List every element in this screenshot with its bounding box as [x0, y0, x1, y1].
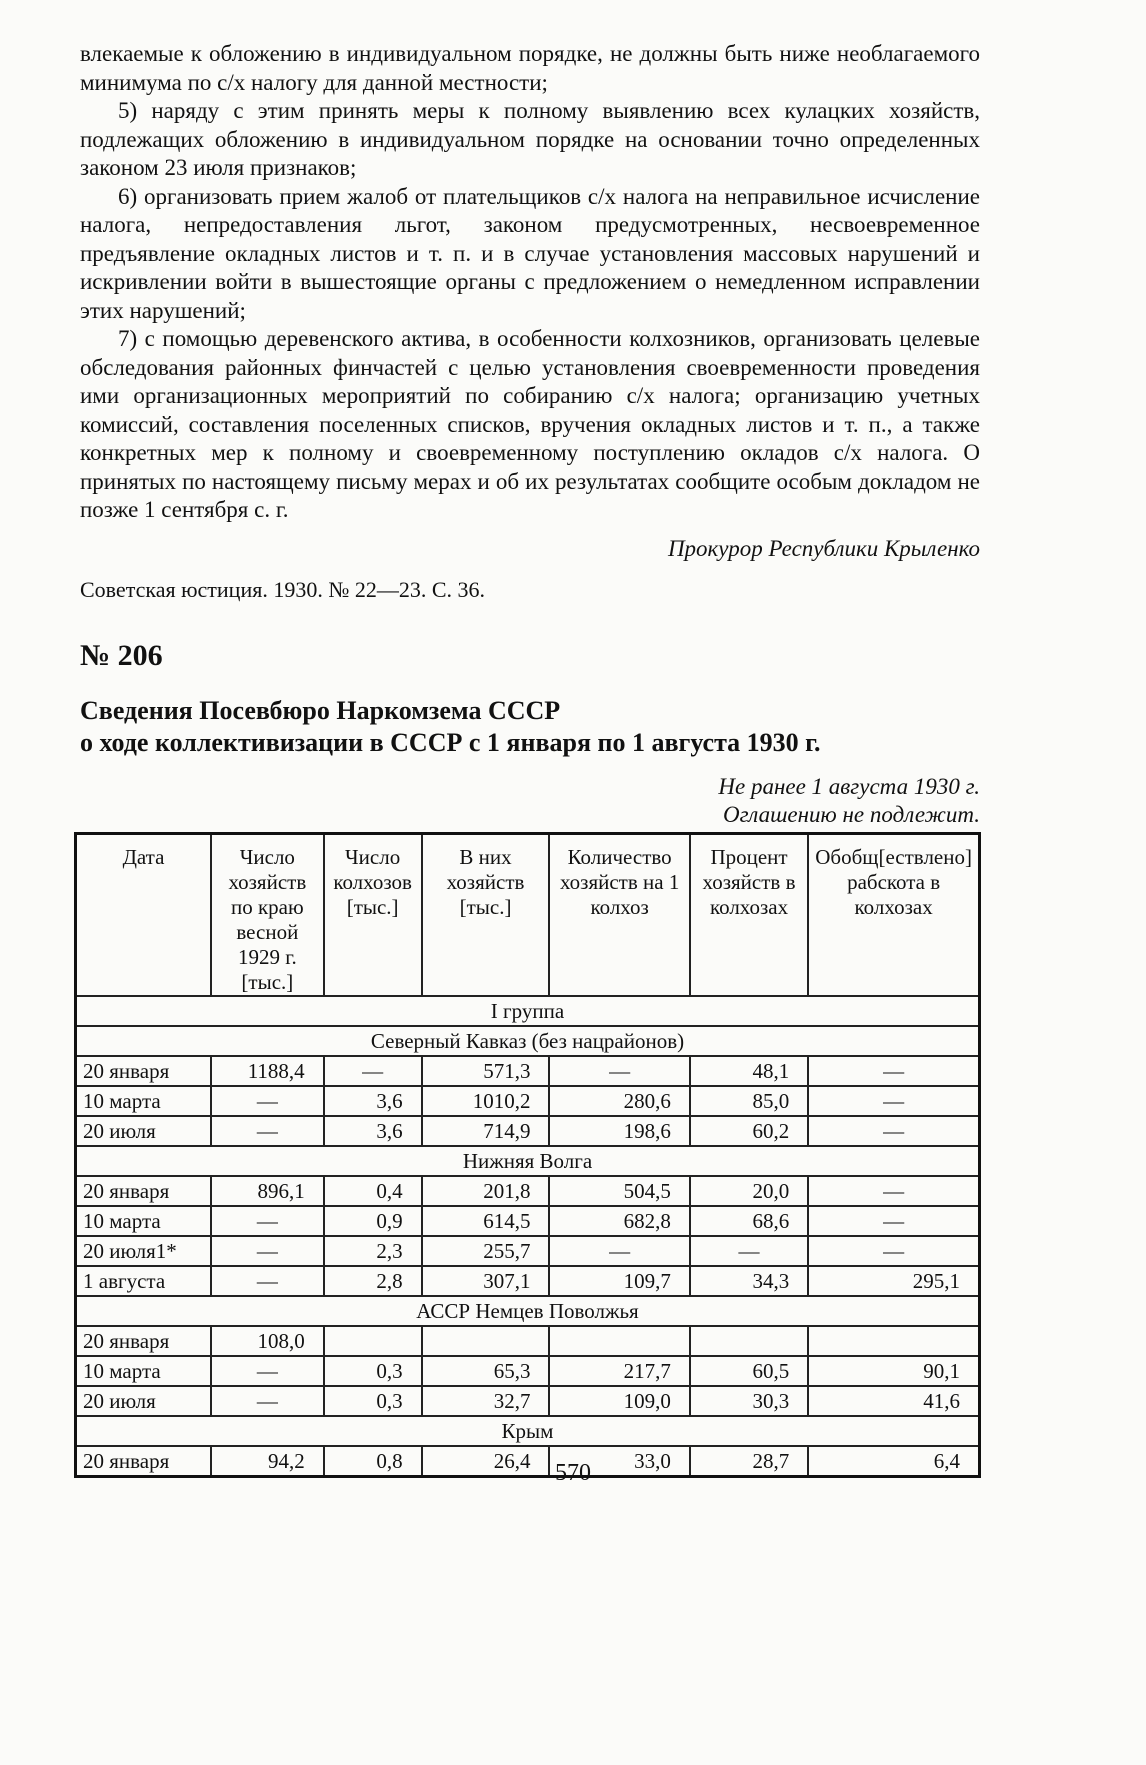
column-header: Число колхозов [тыс.]: [324, 834, 422, 997]
date-cell: 20 января: [76, 1176, 212, 1206]
value-cell: 0,8: [324, 1446, 422, 1477]
value-cell: 30,3: [690, 1386, 808, 1416]
date-cell: 10 марта: [76, 1086, 212, 1116]
value-cell: 714,9: [422, 1116, 550, 1146]
document-title: Сведения Посевбюро Наркомзема СССР: [80, 695, 561, 725]
value-cell: 94,2: [211, 1446, 324, 1477]
value-cell: 682,8: [549, 1206, 689, 1236]
value-cell: 307,1: [422, 1266, 550, 1296]
date-cell: 20 января: [76, 1446, 212, 1477]
value-cell: 0,3: [324, 1386, 422, 1416]
value-cell: 28,7: [690, 1446, 808, 1477]
value-cell: 85,0: [690, 1086, 808, 1116]
table-row: [76, 1206, 980, 1236]
value-cell: —: [211, 1356, 324, 1386]
date-cell: 20 июля: [76, 1386, 212, 1416]
value-cell: [690, 1326, 808, 1356]
table-row: [76, 1236, 980, 1266]
value-cell: 614,5: [422, 1206, 550, 1236]
source-citation: Советская юстиция. 1930. № 22—23. С. 36.: [80, 576, 486, 602]
value-cell: 255,7: [422, 1236, 550, 1266]
value-cell: —: [549, 1236, 689, 1266]
collectivization-table: [74, 832, 981, 1478]
value-cell: 26,4: [422, 1446, 550, 1477]
secrecy-note: Оглашению не подлежит.: [722, 801, 980, 827]
date-cell: 20 июля1*: [76, 1236, 212, 1266]
value-cell: 2,8: [324, 1266, 422, 1296]
value-cell: 571,3: [422, 1056, 550, 1086]
value-cell: 3,6: [324, 1086, 422, 1116]
value-cell: 201,8: [422, 1176, 550, 1206]
region-row: АССР Немцев Поволжья: [76, 1296, 980, 1326]
value-cell: 68,6: [690, 1206, 808, 1236]
table-row: [76, 1086, 980, 1116]
table-row: [76, 1116, 980, 1146]
value-cell: 34,3: [690, 1266, 808, 1296]
date-cell: 10 марта: [76, 1356, 212, 1386]
value-cell: 60,5: [690, 1356, 808, 1386]
value-cell: 41,6: [808, 1386, 979, 1416]
table-row: [76, 1386, 980, 1416]
value-cell: 3,6: [324, 1116, 422, 1146]
value-cell: [324, 1326, 422, 1356]
table-row: [76, 1356, 980, 1386]
value-cell: —: [808, 1206, 979, 1236]
paragraph: 6) организовать прием жалоб от плательщиков с/х налога на неправильное исчисление налога, непредоставления льгот, законом предусмотренных, несвоевременное предъявление окладных листов и т. п. и в случае установления массовых нарушений и искривлении войти в вышестоящие органы с предложением о немедленном исправлении этих нарушений;: [80, 183, 980, 323]
date-cell: 20 июля: [76, 1116, 212, 1146]
value-cell: 280,6: [549, 1086, 689, 1116]
value-cell: —: [324, 1056, 422, 1086]
value-cell: 2,3: [324, 1236, 422, 1266]
value-cell: 504,5: [549, 1176, 689, 1206]
value-cell: 109,7: [549, 1266, 689, 1296]
value-cell: —: [211, 1206, 324, 1236]
value-cell: —: [808, 1176, 979, 1206]
column-header: В них хозяйств [тыс.]: [422, 834, 550, 997]
value-cell: 90,1: [808, 1356, 979, 1386]
document-text: [80, 40, 980, 829]
column-header: Число хозяйств по краю весной 1929 г. [тыс.]: [211, 834, 324, 997]
value-cell: —: [549, 1056, 689, 1086]
value-cell: 60,2: [690, 1116, 808, 1146]
column-header: Дата: [76, 834, 212, 997]
value-cell: 108,0: [211, 1326, 324, 1356]
document-title: о ходе коллективизации в СССР с 1 января по 1 августа 1930 г.: [80, 727, 821, 757]
region-row: Северный Кавказ (без нацрайонов): [76, 1026, 980, 1056]
paragraph: 5) наряду с этим принять меры к полному выявлению всех кулацких хозяйств, подлежащих обложению в индивидуальном порядке на основании точно определенных законом 23 июля признаков;: [80, 98, 980, 180]
value-cell: 295,1: [808, 1266, 979, 1296]
value-cell: 32,7: [422, 1386, 550, 1416]
table-row: [76, 1176, 980, 1206]
date-cell: 20 января: [76, 1326, 212, 1356]
value-cell: 217,7: [549, 1356, 689, 1386]
date-cell: 1 августа: [76, 1266, 212, 1296]
value-cell: —: [211, 1086, 324, 1116]
value-cell: —: [808, 1056, 979, 1086]
value-cell: 0,4: [324, 1176, 422, 1206]
value-cell: 109,0: [549, 1386, 689, 1416]
value-cell: —: [211, 1386, 324, 1416]
value-cell: 48,1: [690, 1056, 808, 1086]
value-cell: —: [808, 1236, 979, 1266]
date-cell: 20 января: [76, 1056, 212, 1086]
table-row: [76, 1266, 980, 1296]
value-cell: 6,4: [808, 1446, 979, 1477]
value-cell: —: [808, 1116, 979, 1146]
paragraph: 7) с помощью деревенского актива, в особенности колхозников, организовать целевые обследования районных финчастей с целью установления своевременности проведения ими организационных мероприятий по собиранию с/х налога; организацию учетных комиссий, составления поселенных списков, вручения окладных листов и т. п., а также конкретных мер к полному и своевременному поступлению окладов с/х налога. О принятых по настоящему письму мерах и об их результатах сообщите особым докладом не позже 1 сентября с. г.: [80, 326, 980, 522]
column-header: Количество хозяйств на 1 колхоз: [549, 834, 689, 997]
value-cell: —: [211, 1236, 324, 1266]
value-cell: 33,0: [549, 1446, 689, 1477]
signature: Прокурор Республики Крыленко: [667, 535, 980, 561]
value-cell: 896,1: [211, 1176, 324, 1206]
value-cell: —: [808, 1086, 979, 1116]
table-row: [76, 1056, 980, 1086]
column-header: Процент хозяйств в колхозах: [690, 834, 808, 997]
region-row: Крым: [76, 1416, 980, 1446]
value-cell: —: [211, 1266, 324, 1296]
date-cell: 10 марта: [76, 1206, 212, 1236]
value-cell: [549, 1326, 689, 1356]
value-cell: 65,3: [422, 1356, 550, 1386]
value-cell: 1188,4: [211, 1056, 324, 1086]
value-cell: 198,6: [549, 1116, 689, 1146]
paragraph: влекаемые к обложению в индивидуальном порядке, не должны быть ниже необлагаемого минимума по с/х налогу для данной местности;: [80, 41, 980, 95]
value-cell: [422, 1326, 550, 1356]
group-row: I группа: [76, 996, 980, 1026]
document-number: № 206: [80, 638, 163, 672]
value-cell: 0,9: [324, 1206, 422, 1236]
value-cell: [808, 1326, 979, 1356]
value-cell: 20,0: [690, 1176, 808, 1206]
region-row: Нижняя Волга: [76, 1146, 980, 1176]
value-cell: —: [211, 1116, 324, 1146]
table-row: [76, 1326, 980, 1356]
page-number: 570: [555, 1460, 591, 1486]
date-note: Не ранее 1 августа 1930 г.: [718, 773, 980, 799]
value-cell: —: [690, 1236, 808, 1266]
value-cell: 0,3: [324, 1356, 422, 1386]
column-header: Обобщ[ествлено] рабскота в колхозах: [808, 834, 979, 997]
value-cell: 1010,2: [422, 1086, 550, 1116]
